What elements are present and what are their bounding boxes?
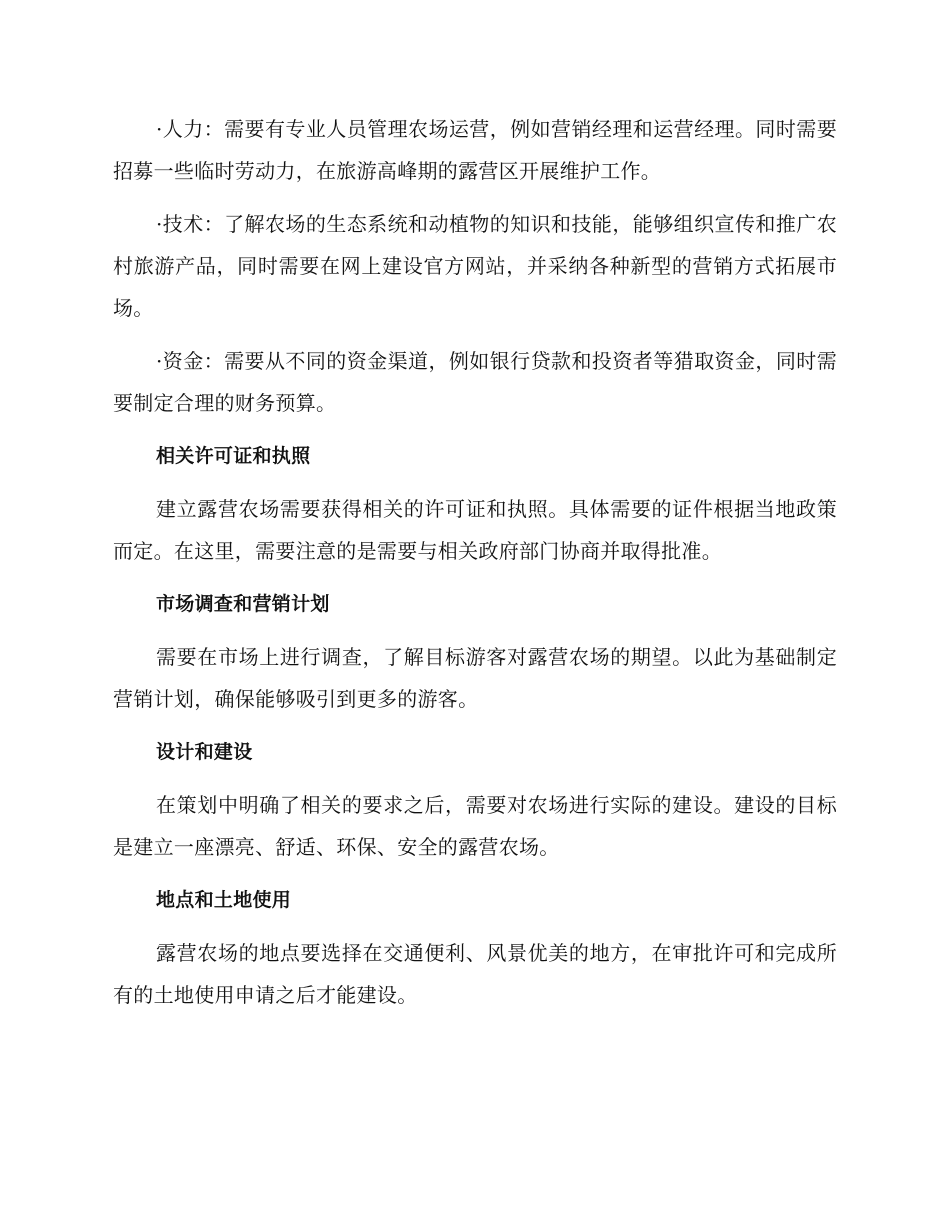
paragraph-licenses: 建立露营农场需要获得相关的许可证和执照。具体需要的证件根据当地政策而定。在这里，需要注意的是需要与相关政府部门协商并取得批准。 — [113, 497, 837, 563]
section-heading-licenses: 相关许可证和执照 — [156, 445, 311, 467]
paragraph-technology: ·技术：了解农场的生态系统和动植物的知识和技能，能够组织宣传和推广农村旅游产品，同时需要在网上建设官方网站，并采纳各种新型的营销方式拓展市场。 — [113, 212, 837, 320]
paragraph-funding: ·资金：需要从不同的资金渠道，例如银行贷款和投资者等猎取资金，同时需要制定合理的财务预算。 — [113, 349, 837, 415]
section-heading-design-construction: 设计和建设 — [156, 741, 253, 763]
paragraph-location-land-use: 露营农场的地点要选择在交通便利、风景优美的地方，在审批许可和完成所有的土地使用申请之后才能建设。 — [113, 941, 837, 1007]
paragraph-design-construction: 在策划中明确了相关的要求之后，需要对农场进行实际的建设。建设的目标是建立一座漂亮、舒适、环保、安全的露营农场。 — [113, 793, 837, 859]
paragraph-market-research: 需要在市场上进行调查，了解目标游客对露营农场的期望。以此为基础制定营销计划，确保能够吸引到更多的游客。 — [113, 645, 837, 711]
section-heading-location-land-use: 地点和土地使用 — [156, 889, 292, 911]
paragraph-human-resources: ·人力：需要有专业人员管理农场运营，例如营销经理和运营经理。同时需要招募一些临时劳动力，在旅游高峰期的露营区开展维护工作。 — [113, 117, 837, 183]
section-heading-market-research: 市场调查和营销计划 — [156, 593, 330, 615]
document-page — [113, 108, 837, 1027]
